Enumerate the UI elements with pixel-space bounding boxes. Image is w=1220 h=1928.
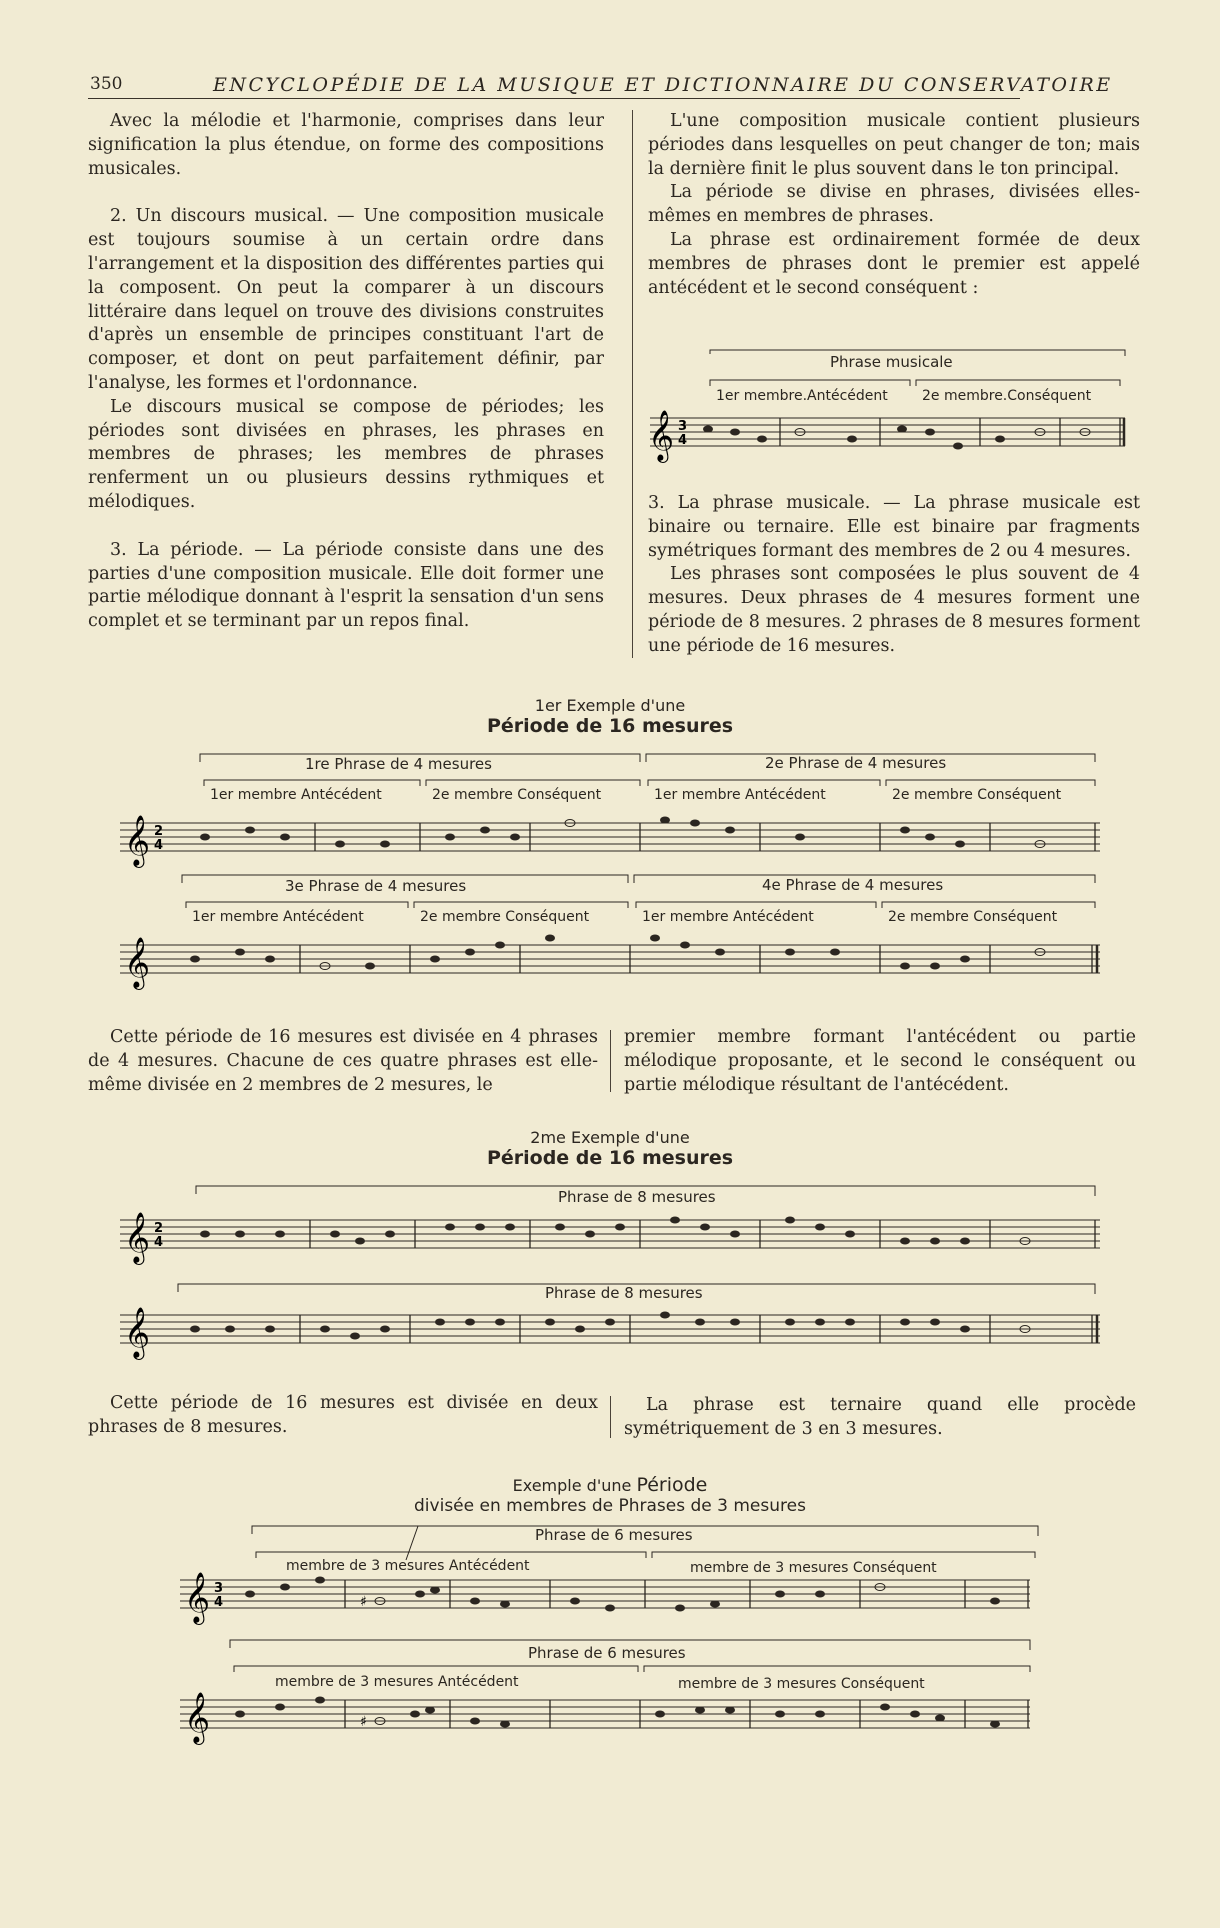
phrase-label: Phrase de 8 mesures [545,1284,703,1302]
figure-label: 1er membre.Antécédent [716,388,888,404]
member-label: membre de 3 mesures Antécédent [286,1558,530,1574]
svg-text:4: 4 [678,433,688,448]
svg-text:3: 3 [678,419,688,434]
member-label: 1er membre Antécédent [642,909,814,925]
example-2-score [120,1180,1100,1380]
staff-lines [650,418,1125,446]
sharp-icon: ♯ [360,1714,367,1730]
example-2-title: 2me Exemple d'une Période de 16 mesures [486,1128,734,1169]
phrase-label: 1re Phrase de 4 mesures [305,755,492,773]
phrase-label: 3e Phrase de 4 mesures [285,877,467,895]
paragraph: Les phrases sont composées le plus souvent de 4 mesures. Deux phrases de 4 mesures forment une période de 8 mesures. 2 phrases de 8 mesures forment une période de 16 mesures. [648,564,1140,656]
score-ex2 [120,1180,1100,1380]
example-3-title: Exemple d'une Période divisée en membres de Phrases de 3 mesures [414,1474,806,1516]
treble-clef-icon: 𝄞 [124,937,151,988]
mid-left-text [88,1026,598,1097]
phrase-label: Phrase de 6 mesures [535,1526,693,1544]
example-3-score [180,1520,1060,1820]
svg-text:4: 4 [154,1235,164,1250]
treble-clef-icon: 𝄞 [184,1572,211,1623]
example-1-title: 1er Exemple d'une Période de 16 mesures [486,696,734,737]
svg-text:4: 4 [154,838,164,853]
svg-text:4: 4 [214,1595,224,1610]
svg-text:3: 3 [214,1581,224,1596]
member-label: 1er membre Antécédent [210,787,382,803]
treble-clef-icon: 𝄞 [184,1692,211,1743]
paragraph: La phrase est ternaire quand elle procède symétriquement de 3 en 3 mesures. [624,1395,1136,1439]
figure-phrase-musicale [640,348,1140,468]
member-label: 1er membre Antécédent [192,909,364,925]
treble-clef-icon: 𝄞 [648,410,675,461]
phrase-label: Phrase de 6 mesures [528,1644,686,1662]
paragraph: Cette période de 16 mesures est divisée en 4 phrases de 4 mesures. Chacune de ces quatre phrases est elle-même divisée en 2 membres de 2 mesures, le [88,1027,598,1095]
phrase-label: 4e Phrase de 4 mesures [762,876,944,894]
paragraph: La période se divise en phrases, divisées elles-mêmes en membres de phrases. [648,182,1140,227]
header-rule [88,98,1020,99]
low-right-text [624,1394,1136,1442]
member-label: 2e membre Conséquent [420,909,590,925]
phrase-label: Phrase de 8 mesures [558,1188,716,1206]
paragraph: La phrase est ordinairement formée de deux membres de phrases dont le premier est appelé antécédent et le second conséquent : [648,229,1140,298]
member-label: 2e membre Conséquent [888,909,1058,925]
right-column-continued [648,492,1140,659]
member-label: 2e membre Conséquent [892,787,1062,803]
paragraph: 3. La phrase musicale. — La phrase musicale est binaire ou ternaire. Elle est binaire par fragments symétriques formant des membres de 2 ou 4 mesures. [648,493,1140,561]
member-label: 2e membre Conséquent [432,787,602,803]
left-column [88,110,604,634]
example-1-score [120,748,1100,998]
treble-clef-icon: 𝄞 [124,815,151,866]
treble-clef-icon: 𝄞 [124,1212,151,1263]
right-column [648,110,1140,300]
paragraph: Le discours musical se compose de périodes; les périodes sont divisées en phrases, les phrases en membres de phrases; les membres de phrases renferment un ou plusieurs dessins rythmiques et mélodiques. [88,396,604,512]
column-divider [632,110,633,658]
svg-text:2: 2 [154,1221,164,1236]
column-divider [610,1396,611,1438]
member-label: membre de 3 mesures Conséquent [678,1676,925,1692]
column-divider [610,1030,611,1092]
figure-label: 2e membre.Conséquent [922,388,1092,404]
member-label: membre de 3 mesures Conséquent [690,1560,937,1576]
low-left-text [88,1392,598,1440]
paragraph: Avec la mélodie et l'harmonie, comprises dans leur signification la plus étendue, on forme des compositions musicales. [88,111,604,179]
paragraph: L'une composition musicale contient plusieurs périodes dans lesquelles on peut changer de ton; mais la dernière finit le plus souvent dans le ton principal. [648,111,1140,179]
figure-label: Phrase musicale [830,353,953,371]
sharp-icon: ♯ [360,1594,367,1610]
paragraph: 3. La période. — La période consiste dans une des parties d'une composition musicale. Elle doit former une partie mélodique donnant à l'esprit la sensation d'un sens complet et se terminant par un repos final. [88,539,604,632]
note-heads [190,1217,1030,1340]
paragraph: Cette période de 16 mesures est divisée en deux phrases de 8 mesures. [88,1393,598,1437]
treble-clef-icon: 𝄞 [124,1307,151,1358]
svg-text:2: 2 [154,824,164,839]
paragraph: 2. Un discours musical. — Une composition musicale est toujours soumise à un certain ordre dans l'arrangement et la disposition des différentes parties qui la composent. On peut la comparer à un discours littéraire dans lequel on trouve des divisions construites d'après un ensemble de principes constituant l'art de composer, et dont on peut parfaitement définir, par l'analyse, les formes et l'ordonnance. [88,206,604,393]
member-label: 1er membre Antécédent [654,787,826,803]
paragraph: premier membre formant l'antécédent ou partie mélodique proposante, et le second le conséquent ou partie mélodique résultant de l'antécédent. [624,1027,1136,1095]
mid-right-text [624,1026,1136,1097]
member-label: membre de 3 mesures Antécédent [275,1674,519,1690]
running-title: ENCYCLOPÉDIE DE LA MUSIQUE ET DICTIONNAIRE DU CONSERVATOIRE [213,74,1113,96]
score-ex1 [120,748,1100,998]
page-number: 350 [90,74,123,94]
phrase-label: 2e Phrase de 4 mesures [765,754,947,772]
